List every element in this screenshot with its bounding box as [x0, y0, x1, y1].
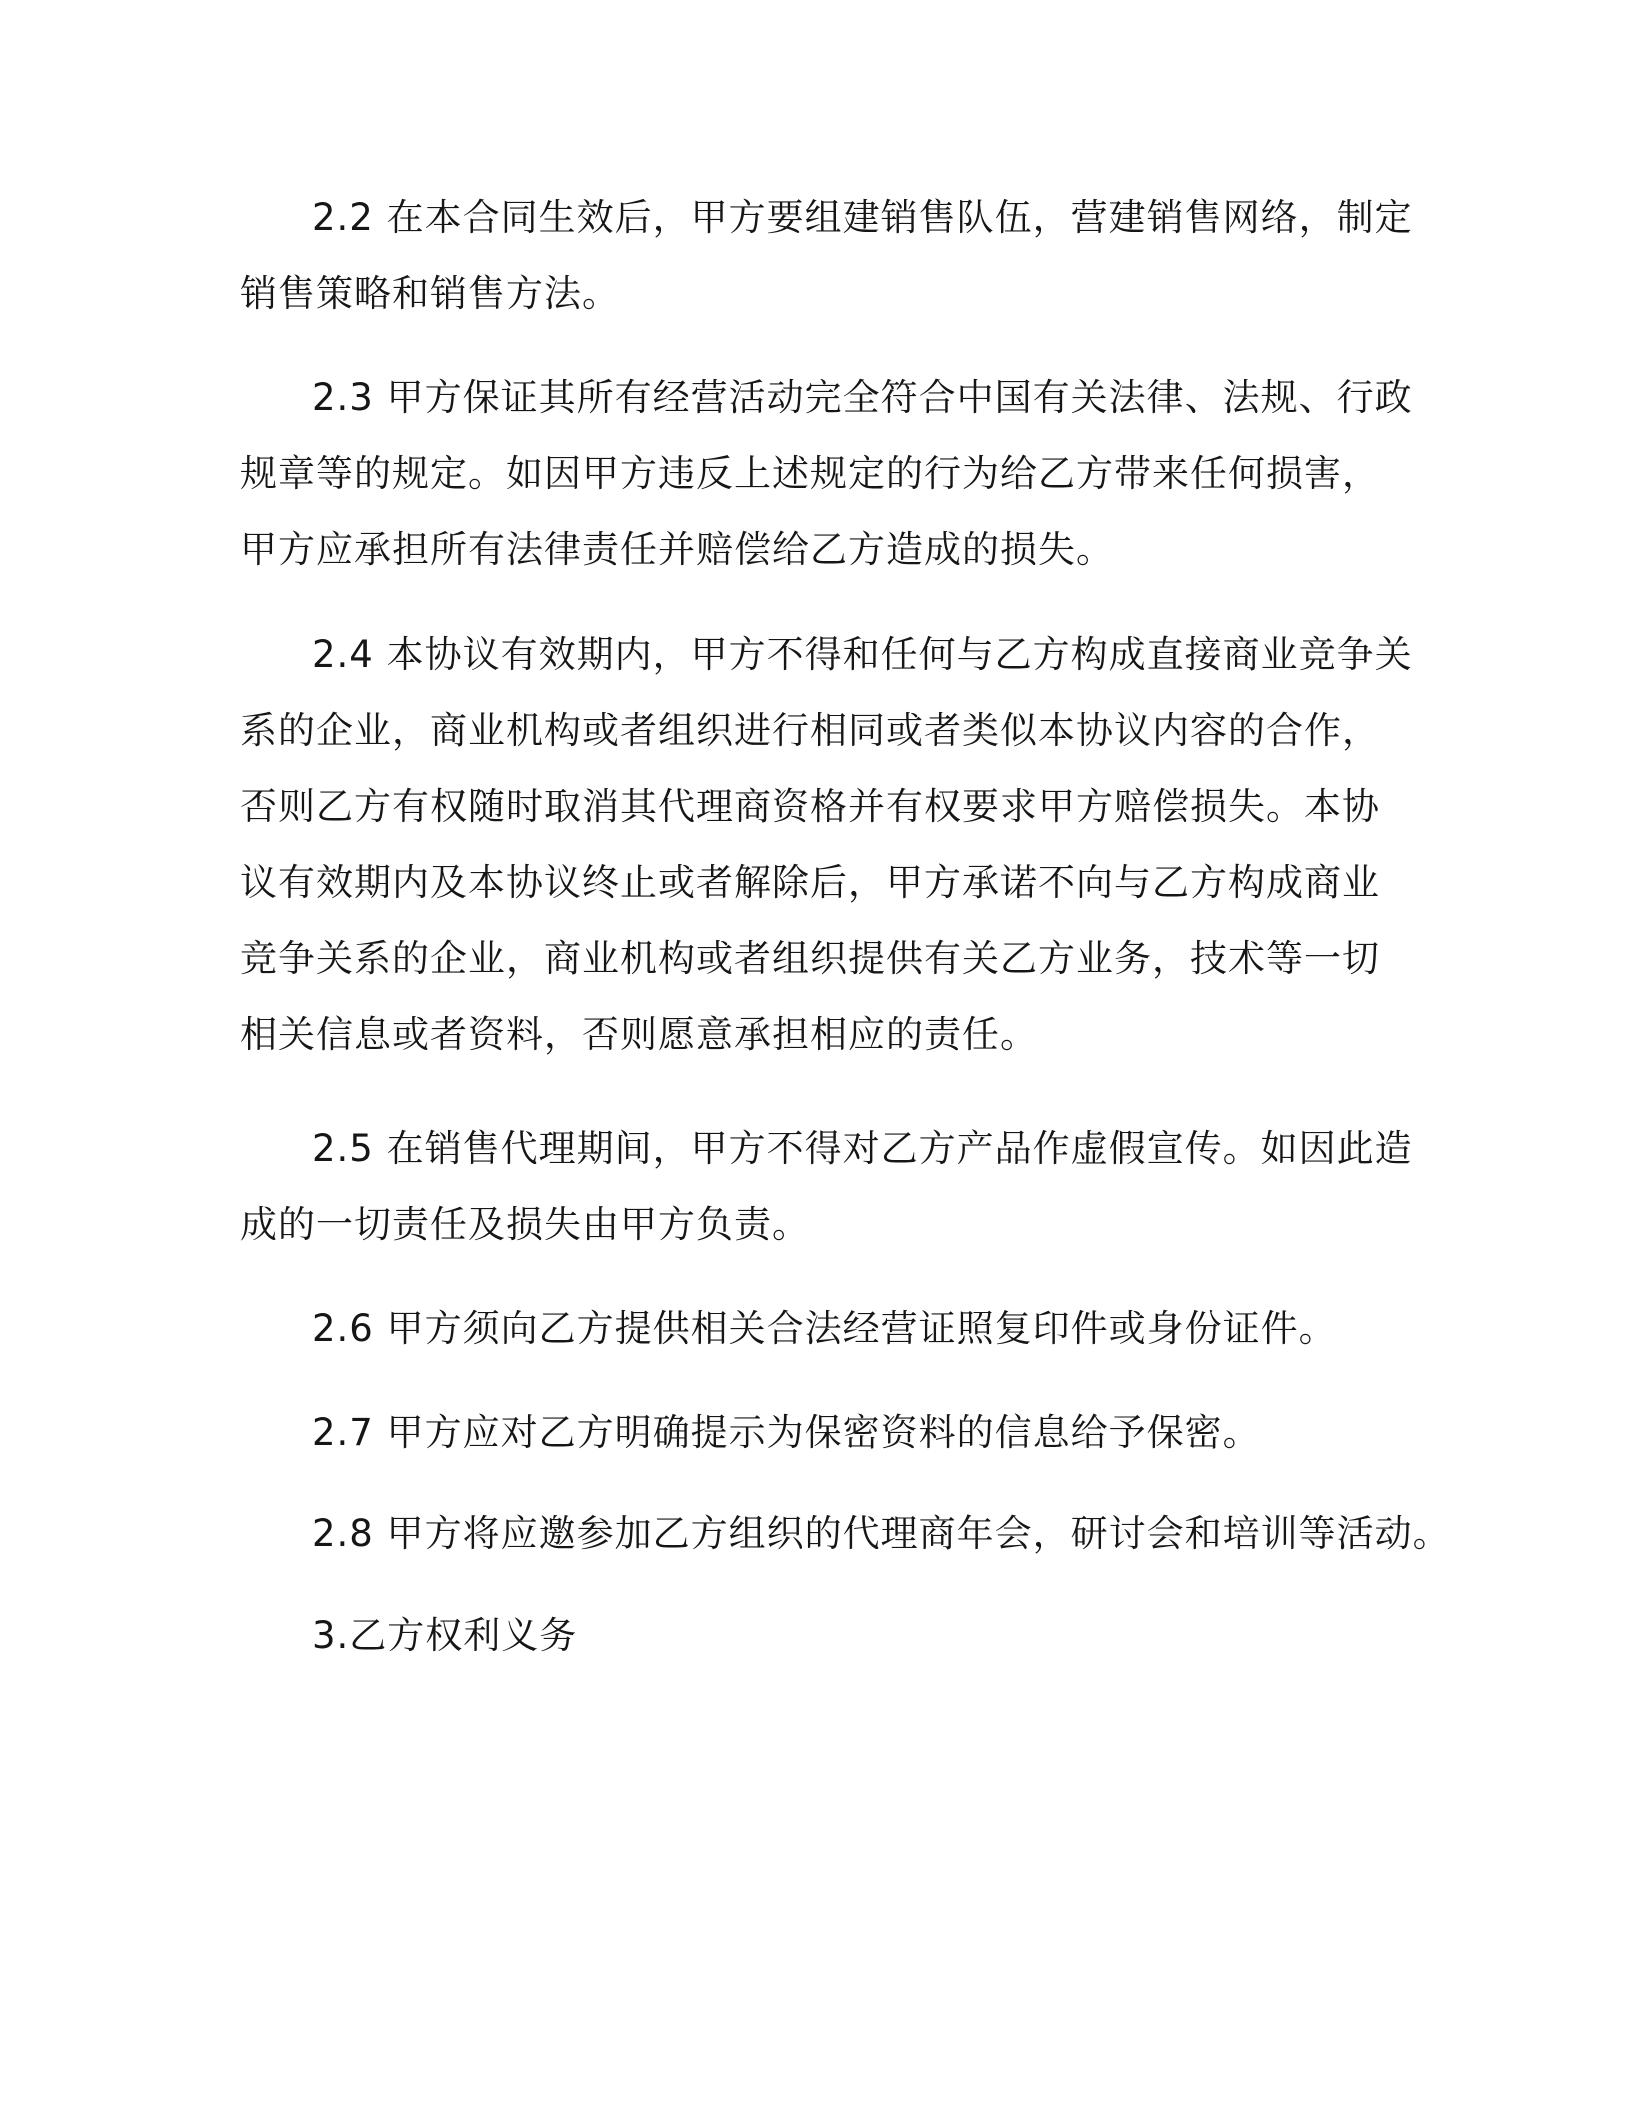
text-line: 议有效期内及本协议终止或者解除后，甲方承诺不向与乙方构成商业	[240, 861, 1380, 904]
text-line: 2.5 在销售代理期间，甲方不得对乙方产品作虚假宣传。如因此造	[312, 1127, 1413, 1170]
clause-2-7	[240, 1395, 1420, 1471]
text-line: 2.2 在本合同生效后，甲方要组建销售队伍，营建销售网络，制定	[312, 196, 1413, 239]
clause-2-3	[240, 360, 1420, 588]
text-line: 2.8 甲方将应邀参加乙方组织的代理商年会，研讨会和培训等活动。	[312, 1512, 1451, 1555]
clause-2-6	[240, 1291, 1420, 1367]
text-line: 否则乙方有权随时取消其代理商资格并有权要求甲方赔偿损失。本协	[240, 785, 1380, 828]
text-line: 规章等的规定。如因甲方违反上述规定的行为给乙方带来任何损害，	[240, 452, 1380, 495]
text-line: 竞争关系的企业，商业机构或者组织提供有关乙方业务，技术等一切	[240, 937, 1380, 980]
text-line: 3.乙方权利义务	[312, 1614, 578, 1657]
text-line: 系的企业，商业机构或者组织进行相同或者类似本协议内容的合作，	[240, 709, 1380, 752]
clause-2-2	[240, 180, 1420, 332]
clause-2-8	[240, 1496, 1451, 1572]
section-heading-3	[240, 1598, 1420, 1674]
text-line: 2.3 甲方保证其所有经营活动完全符合中国有关法律、法规、行政	[312, 376, 1413, 419]
text-line: 2.6 甲方须向乙方提供相关合法经营证照复印件或身份证件。	[312, 1307, 1337, 1350]
text-line: 甲方应承担所有法律责任并赔偿给乙方造成的损失。	[240, 528, 1114, 571]
text-line: 2.4 本协议有效期内，甲方不得和任何与乙方构成直接商业竞争关	[312, 633, 1413, 676]
text-line: 2.7 甲方应对乙方明确提示为保密资料的信息给予保密。	[312, 1411, 1261, 1454]
text-line: 成的一切责任及损失由甲方负责。	[240, 1203, 810, 1246]
text-line: 销售策略和销售方法。	[240, 272, 620, 315]
clause-2-5	[240, 1111, 1420, 1263]
text-line: 相关信息或者资料，否则愿意承担相应的责任。	[240, 1013, 1038, 1056]
clause-2-4	[240, 617, 1420, 1073]
